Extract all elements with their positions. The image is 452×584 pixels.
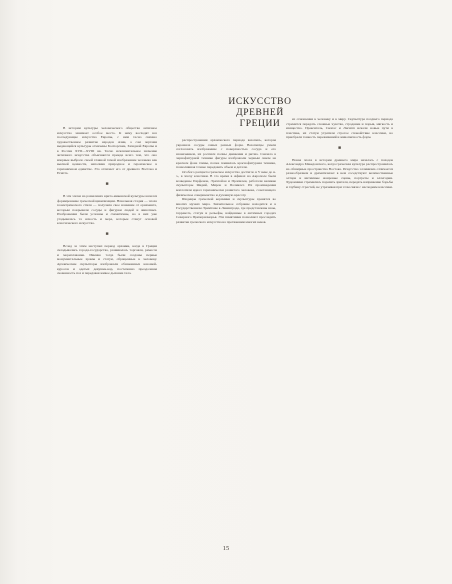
paragraph: В эти эпохи на развалинах крито-микенской культуры начался формирование греческой цивилизации. Начальная стадия — эпоха геометрического стиля — получила свое название от орнамента, которым покрывали сосуды и фигурки людей и животных. Изображения были условны и схематичны, но в них уже угадывалась та ясность и мера, которые станут основой классического искусства. [57,194,157,226]
heading-line-1: ИСКУССТВО [228,97,292,107]
paragraph: Вслед за этим наступил период архаики, когда в Греции складывались города-государства, развивалась торговля, ремесла и мореплавание. Именно тогда были созданы первые монументальные храмы и статуи, обращенные к человеку. Архаические скульпторы изображали обнаженных юношей-куросов и одетых девушек-кор, постепенно преодолевая скованность поз и передавая живое дыхание тела. [57,243,157,276]
paragraph: В истории культуры человеческого общества античное искусство занимает особое место. К нему восходят все последующие искусства Европы, с ним тесно связано художественное развитие народов Азии, а сам чертами выдающейся культуры отмечены Боспорские, Западной Европы и в России XVII—XVIII вв. Тесно исключительное значение античного искусства объясняется прежде всего тем, что оно впервые выбрало своей главной темой изображение человека как высшей ценности, наполнив природное и героическое в гармоничном единстве. Это отличает его от древнего Востока и Египта. [57,126,157,176]
heading-line-2: ДРЕВНЕЙ [236,108,284,118]
page-number: 15 [222,545,230,552]
section-separator: ■ [105,231,109,237]
paragraph: Особого расцвета греческое искусство достигло в V веке до н. э., в эпоху классики. В это время в Афинах на Акрополе были возведены Парфенон, Эрехтейон и Пропилеи, работали великие скульпторы Фидий, Мирон и Поликлет. Их произведения воплотили идеал гармонически развитого человека, сочетающего физическое совершенство и духовную красоту. [176,169,276,197]
paragraph: из отношения к человеку и к миру. Скульптура позднего периода стремится передать сложные чувства, страдание и порыв, мягкость и изящество. Пракситель, Скопас и Лисипп искали новые пути в пластике, их статуи утратили строгое спокойствие классики, но приобрели тонкость переживаний и живописность форм. [286,117,393,140]
section-separator: ■ [105,182,109,188]
text-column-left [57,126,157,534]
paragraph: распространения архаического периода вазопись, которая украшала сосуды самых разных форм. Вазописцы умели согласовать изображение с поверхностью сосуда и его назначением, их росписи полны движения и ритма. Сначала в чернофигурной технике фигуры изображали черным лаком на красном фоне глины, позже появилась краснофигурная техника, позволявшая точнее передавать объем и детали. [176,138,276,170]
section-separator: ■ [337,145,342,151]
paragraph: Новая эпоха в истории древнего мира началась с походов Александра Македонского, когда греческая культура распространилась на обширные пространства Востока. Искусство эллинизма отличается разнообразием и драматизмом: в нем соседствуют величественные алтари и интимные жанровые сцены, портреты и аллегории. Художники стремились поразить зрителя, передать напряжение борьбы и глубину страстей, не утрачивая при этом связи с наследием классики. [286,157,393,190]
text-column-middle [176,138,276,533]
text-column-right [286,117,393,542]
paragraph: Шедевры греческой керамики и скульптуры хранятся во многих музеях мира. Значительное собрание находится и в Государственном Эрмитаже в Ленинграде, где представлены вазы, терракота, статуи и рельефы, найденные в античных городах Северного Причерноморья. Эти памятники позволяют проследить развитие греческого искусства на протяжении многих веков. [176,197,276,224]
heading-line-3: ГРЕЦИИ [239,119,281,129]
